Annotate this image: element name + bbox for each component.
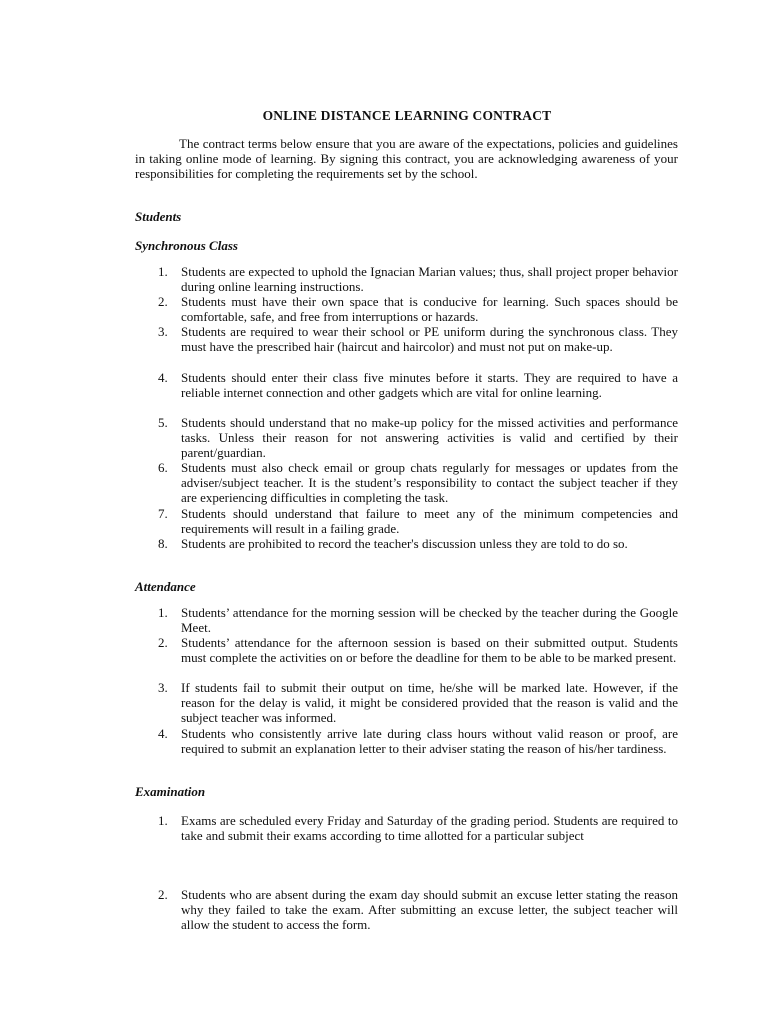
list-item-text: Students are expected to uphold the Ignacian Marian values; thus, shall project proper behavior during online learning instructions. <box>181 264 678 295</box>
list-item <box>135 460 678 505</box>
list-item-number: 1. <box>158 813 168 828</box>
list-item-text: Exams are scheduled every Friday and Saturday of the grading period. Students are required to take and submit their exams according to time allotted for a particular subject <box>181 813 678 844</box>
list-item-text: If students fail to submit their output on time, he/she will be marked late. However, if the reason for the delay is valid, it might be considered provided that the reason is valid and the subject teacher was informed. <box>181 680 678 726</box>
list-item-number: 4. <box>158 726 168 741</box>
list-item <box>135 415 678 460</box>
list-item-number: 7. <box>158 506 168 521</box>
list-item-number: 2. <box>158 887 168 902</box>
list-item-text: Students’ attendance for the morning session will be checked by the teacher during the Google Meet. <box>181 605 678 636</box>
list-item-number: 4. <box>158 370 168 385</box>
list-item-text: Students who are absent during the exam day should submit an excuse letter stating the reason why they failed to take the exam. After submitting an excuse letter, the subject teacher will allow the student to access the form. <box>181 887 678 933</box>
list-item <box>135 506 678 536</box>
list-item-number: 1. <box>158 264 168 279</box>
list-item <box>135 680 678 725</box>
students-heading: Students <box>135 209 182 224</box>
list-item-number: 8. <box>158 536 168 551</box>
synchronous-class-heading: Synchronous Class <box>135 238 238 253</box>
attendance-heading: Attendance <box>135 579 196 594</box>
list-item-number: 5. <box>158 415 168 430</box>
intro-paragraph: The contract terms below ensure that you are aware of the expectations, policies and guidelines in taking online mode of learning. By signing this contract, you are acknowledging awareness of your responsibilities for completing the requirements set by the school. <box>135 136 678 182</box>
list-item <box>135 370 678 400</box>
list-item <box>135 605 678 635</box>
list-item-number: 3. <box>158 680 168 695</box>
list-item-number: 6. <box>158 460 168 475</box>
list-item <box>135 635 678 665</box>
list-item <box>135 813 678 843</box>
list-item-text: Students are required to wear their school or PE uniform during the synchronous class. They must have the prescribed hair (haircut and haircolor) and must not put on make-up. <box>181 324 678 355</box>
document-title: ONLINE DISTANCE LEARNING CONTRACT <box>262 108 552 123</box>
list-item-text: Students must have their own space that is conducive for learning. Such spaces should be comfortable, safe, and free from interruptions or hazards. <box>181 294 678 325</box>
list-item-number: 3. <box>158 324 168 339</box>
list-item-number: 2. <box>158 635 168 650</box>
list-item-text: Students should enter their class five minutes before it starts. They are required to have a reliable internet connection and other gadgets which are vital for online learning. <box>181 370 678 401</box>
list-item <box>135 294 678 324</box>
list-item-text: Students should understand that no make-up policy for the missed activities and performance tasks. Unless their reason for not answering activities is valid and certified by their parent/guardian. <box>181 415 678 461</box>
list-item-text: Students’ attendance for the afternoon session is based on their submitted output. Students must complete the activities on or before the deadline for them to be able to be marked present. <box>181 635 678 666</box>
examination-heading: Examination <box>135 784 206 799</box>
list-item <box>135 726 678 756</box>
list-item-number: 2. <box>158 294 168 309</box>
list-item-text: Students should understand that failure to meet any of the minimum competencies and requirements will result in a failing grade. <box>181 506 678 537</box>
list-item-number: 1. <box>158 605 168 620</box>
list-item <box>135 536 678 551</box>
list-item <box>135 887 678 932</box>
list-item-text: Students are prohibited to record the teacher's discussion unless they are told to do so. <box>181 536 628 551</box>
list-item-text: Students who consistently arrive late during class hours without valid reason or proof, are required to submit an explanation letter to their adviser stating the reason of his/her tardiness. <box>181 726 678 757</box>
list-item-text: Students must also check email or group chats regularly for messages or updates from the adviser/subject teacher. It is the student’s responsibility to contact the subject teacher if they are experiencing difficulties in completing the task. <box>181 460 678 506</box>
list-item <box>135 324 678 354</box>
list-item <box>135 264 678 294</box>
